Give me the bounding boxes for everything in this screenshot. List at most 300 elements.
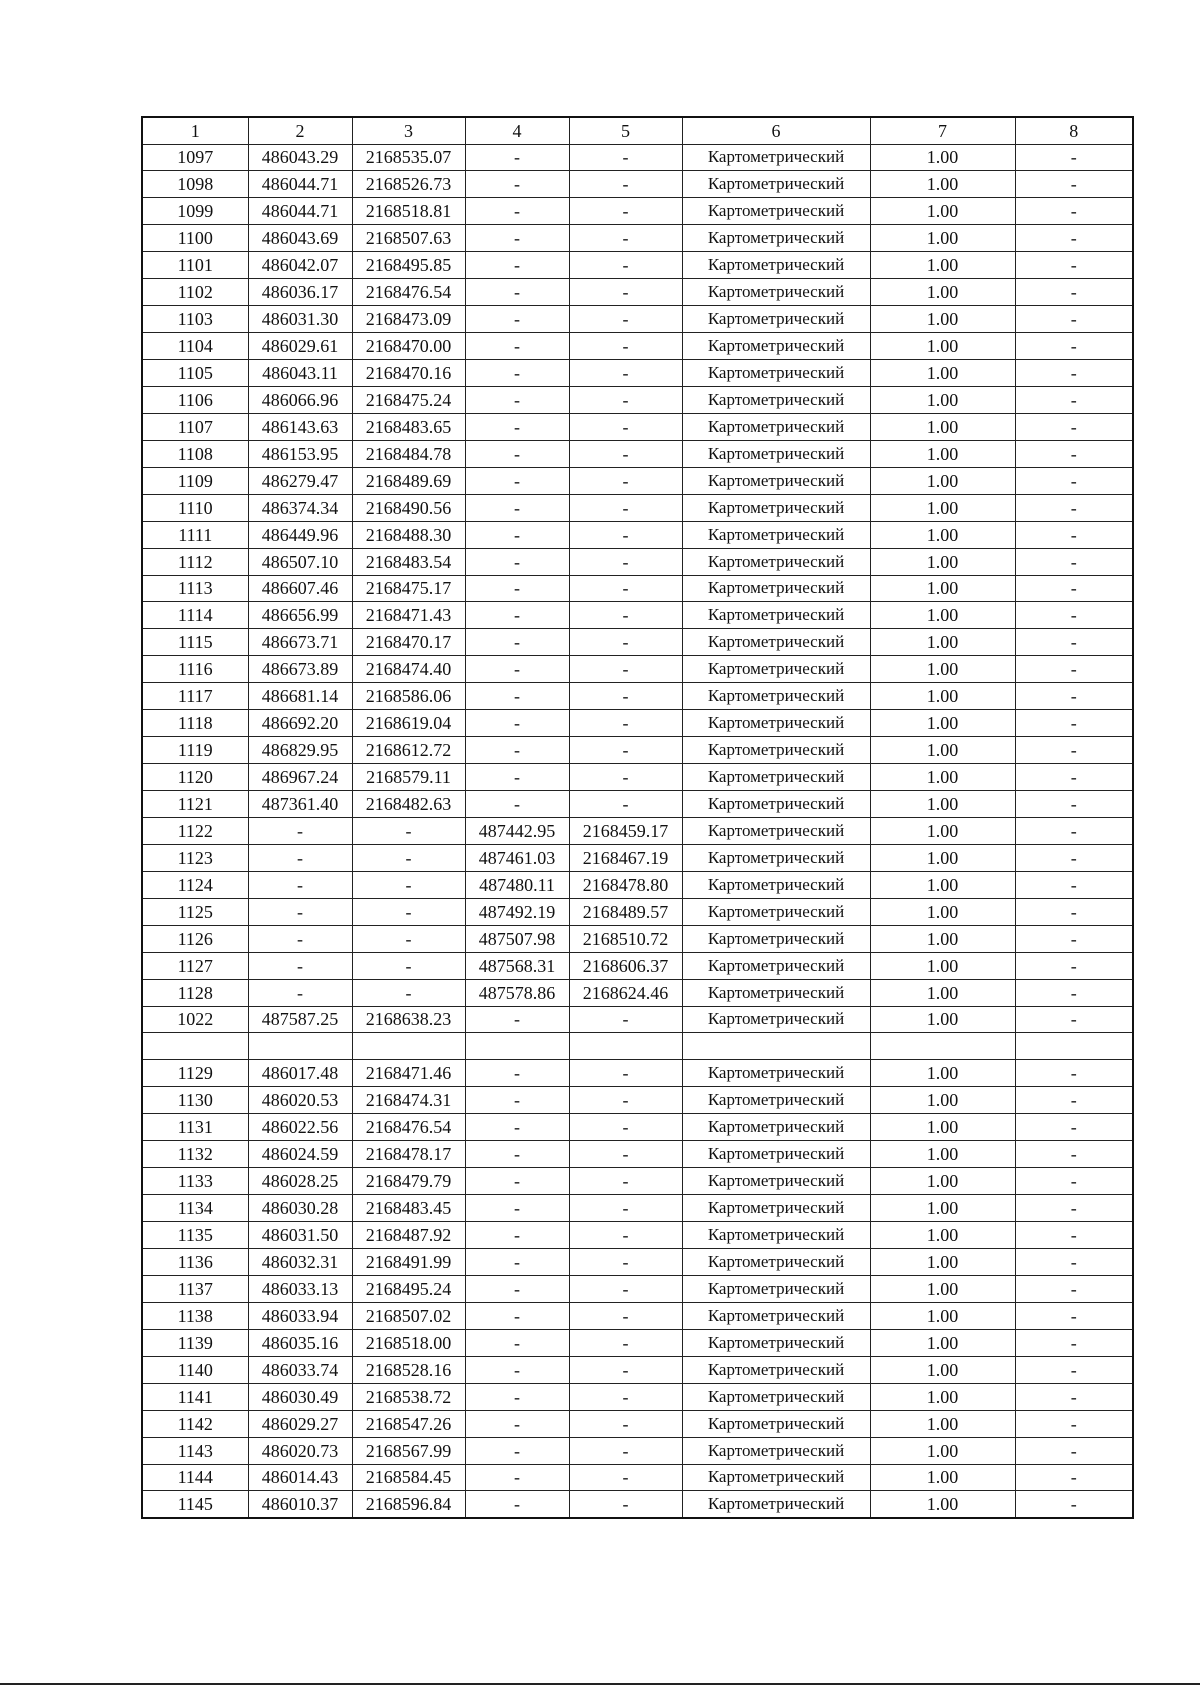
cell-point-number: 1117	[142, 683, 248, 710]
document-sheet	[141, 116, 1132, 1519]
cell-accuracy: 1.00	[870, 1275, 1015, 1302]
cell-accuracy: 1.00	[870, 1168, 1015, 1195]
cell-note: -	[1015, 144, 1133, 171]
cell-method: Картометрический	[682, 1222, 870, 1249]
cell-accuracy: 1.00	[870, 252, 1015, 279]
cell-accuracy: 1.00	[870, 683, 1015, 710]
cell-x-coord-alt: 487461.03	[465, 844, 569, 871]
cell-accuracy: 1.00	[870, 1114, 1015, 1141]
table-row	[142, 144, 1133, 171]
table-row	[142, 521, 1133, 548]
cell-note: -	[1015, 575, 1133, 602]
cell-point-number: 1136	[142, 1249, 248, 1276]
cell-accuracy: 1.00	[870, 467, 1015, 494]
cell-point-number: 1123	[142, 844, 248, 871]
table-row	[142, 1410, 1133, 1437]
cell-x-coord: 486153.95	[248, 440, 352, 467]
cell-y-coord: 2168567.99	[352, 1437, 465, 1464]
cell-x-coord-alt: -	[465, 171, 569, 198]
cell-y-coord: 2168476.54	[352, 279, 465, 306]
table-row	[142, 925, 1133, 952]
cell-x-coord-alt: -	[465, 306, 569, 333]
cell-point-number	[142, 1033, 248, 1060]
cell-accuracy: 1.00	[870, 1302, 1015, 1329]
cell-accuracy: 1.00	[870, 656, 1015, 683]
cell-x-coord: 486673.89	[248, 656, 352, 683]
cell-y-coord-alt: -	[569, 1356, 682, 1383]
cell-accuracy: 1.00	[870, 710, 1015, 737]
table-row	[142, 171, 1133, 198]
cell-y-coord: 2168474.31	[352, 1087, 465, 1114]
cell-note: -	[1015, 629, 1133, 656]
cell-accuracy: 1.00	[870, 1329, 1015, 1356]
cell-y-coord: -	[352, 898, 465, 925]
cell-method: Картометрический	[682, 979, 870, 1006]
cell-y-coord-alt: -	[569, 1275, 682, 1302]
cell-note: -	[1015, 225, 1133, 252]
cell-method: Картометрический	[682, 1195, 870, 1222]
cell-x-coord: 486030.28	[248, 1195, 352, 1222]
cell-y-coord-alt: -	[569, 413, 682, 440]
cell-x-coord: 486031.30	[248, 306, 352, 333]
cell-note: -	[1015, 979, 1133, 1006]
cell-x-coord-alt: -	[465, 252, 569, 279]
cell-point-number: 1099	[142, 198, 248, 225]
cell-accuracy: 1.00	[870, 764, 1015, 791]
cell-y-coord: 2168490.56	[352, 494, 465, 521]
cell-point-number: 1138	[142, 1302, 248, 1329]
cell-y-coord-alt: -	[569, 386, 682, 413]
cell-y-coord-alt: -	[569, 1222, 682, 1249]
cell-point-number: 1110	[142, 494, 248, 521]
cell-note: -	[1015, 1249, 1133, 1276]
table-row	[142, 225, 1133, 252]
header-cell: 4	[465, 117, 569, 144]
cell-y-coord: 2168470.16	[352, 360, 465, 387]
cell-y-coord-alt: -	[569, 1168, 682, 1195]
cell-y-coord: 2168487.92	[352, 1222, 465, 1249]
cell-point-number: 1128	[142, 979, 248, 1006]
cell-x-coord-alt: -	[465, 1491, 569, 1518]
cell-x-coord-alt: 487492.19	[465, 898, 569, 925]
table-row	[142, 494, 1133, 521]
cell-note: -	[1015, 1329, 1133, 1356]
cell-y-coord: 2168638.23	[352, 1006, 465, 1033]
cell-method: Картометрический	[682, 683, 870, 710]
cell-note: -	[1015, 844, 1133, 871]
cell-method: Картометрический	[682, 279, 870, 306]
cell-method: Картометрический	[682, 710, 870, 737]
cell-method: Картометрический	[682, 898, 870, 925]
table-row	[142, 817, 1133, 844]
cell-y-coord: 2168470.17	[352, 629, 465, 656]
cell-y-coord-alt: 2168606.37	[569, 952, 682, 979]
cell-x-coord: 486022.56	[248, 1114, 352, 1141]
header-cell: 1	[142, 117, 248, 144]
header-cell: 3	[352, 117, 465, 144]
cell-point-number: 1143	[142, 1437, 248, 1464]
cell-point-number: 1142	[142, 1410, 248, 1437]
cell-method: Картометрический	[682, 656, 870, 683]
cell-accuracy: 1.00	[870, 1464, 1015, 1491]
cell-point-number: 1100	[142, 225, 248, 252]
header-cell: 8	[1015, 117, 1133, 144]
cell-method: Картометрический	[682, 225, 870, 252]
cell-x-coord-alt: -	[465, 198, 569, 225]
cell-accuracy: 1.00	[870, 1249, 1015, 1276]
cell-accuracy: 1.00	[870, 494, 1015, 521]
cell-note: -	[1015, 791, 1133, 818]
table-row	[142, 1195, 1133, 1222]
table-row	[142, 602, 1133, 629]
cell-y-coord-alt: -	[569, 1302, 682, 1329]
cell-y-coord-alt: 2168459.17	[569, 817, 682, 844]
table-row	[142, 1168, 1133, 1195]
cell-y-coord-alt: -	[569, 467, 682, 494]
table-row	[142, 1275, 1133, 1302]
cell-x-coord: 486020.53	[248, 1087, 352, 1114]
cell-x-coord: 486143.63	[248, 413, 352, 440]
header-cell: 6	[682, 117, 870, 144]
cell-method: Картометрический	[682, 171, 870, 198]
cell-accuracy	[870, 1033, 1015, 1060]
cell-x-coord-alt: -	[465, 602, 569, 629]
cell-accuracy: 1.00	[870, 1195, 1015, 1222]
cell-note: -	[1015, 1060, 1133, 1087]
cell-point-number: 1022	[142, 1006, 248, 1033]
cell-y-coord-alt: -	[569, 440, 682, 467]
cell-accuracy: 1.00	[870, 144, 1015, 171]
cell-y-coord-alt: -	[569, 521, 682, 548]
table-row	[142, 252, 1133, 279]
cell-point-number: 1133	[142, 1168, 248, 1195]
cell-y-coord-alt: -	[569, 575, 682, 602]
cell-y-coord-alt: -	[569, 737, 682, 764]
table-row	[142, 1114, 1133, 1141]
cell-accuracy: 1.00	[870, 737, 1015, 764]
cell-note: -	[1015, 333, 1133, 360]
cell-point-number: 1121	[142, 791, 248, 818]
cell-y-coord-alt: -	[569, 360, 682, 387]
cell-x-coord: 486681.14	[248, 683, 352, 710]
cell-accuracy: 1.00	[870, 1383, 1015, 1410]
cell-point-number: 1118	[142, 710, 248, 737]
cell-y-coord: 2168518.00	[352, 1329, 465, 1356]
cell-accuracy: 1.00	[870, 1222, 1015, 1249]
cell-x-coord: -	[248, 898, 352, 925]
cell-note: -	[1015, 1437, 1133, 1464]
cell-y-coord: 2168528.16	[352, 1356, 465, 1383]
cell-point-number: 1127	[142, 952, 248, 979]
cell-y-coord-alt: -	[569, 1141, 682, 1168]
cell-point-number: 1126	[142, 925, 248, 952]
cell-y-coord: 2168470.00	[352, 333, 465, 360]
cell-x-coord-alt: -	[465, 1410, 569, 1437]
cell-method: Картометрический	[682, 1356, 870, 1383]
table-row	[142, 898, 1133, 925]
cell-accuracy: 1.00	[870, 1356, 1015, 1383]
cell-method: Картометрический	[682, 1329, 870, 1356]
table-row	[142, 1329, 1133, 1356]
cell-point-number: 1130	[142, 1087, 248, 1114]
page-bottom-rule	[0, 1683, 1200, 1685]
cell-x-coord-alt	[465, 1033, 569, 1060]
cell-x-coord: 486607.46	[248, 575, 352, 602]
table-row	[142, 683, 1133, 710]
cell-method: Картометрический	[682, 1491, 870, 1518]
cell-y-coord-alt: -	[569, 710, 682, 737]
cell-y-coord: 2168586.06	[352, 683, 465, 710]
cell-method: Картометрический	[682, 1249, 870, 1276]
cell-accuracy: 1.00	[870, 1087, 1015, 1114]
cell-x-coord: -	[248, 979, 352, 1006]
cell-accuracy: 1.00	[870, 817, 1015, 844]
cell-y-coord-alt: 2168510.72	[569, 925, 682, 952]
cell-method: Картометрический	[682, 360, 870, 387]
cell-x-coord-alt: -	[465, 1141, 569, 1168]
cell-x-coord-alt: -	[465, 1275, 569, 1302]
cell-point-number: 1140	[142, 1356, 248, 1383]
cell-x-coord: -	[248, 952, 352, 979]
cell-y-coord-alt: -	[569, 1060, 682, 1087]
cell-y-coord-alt: -	[569, 1329, 682, 1356]
cell-x-coord-alt: -	[465, 1006, 569, 1033]
cell-method: Картометрический	[682, 413, 870, 440]
cell-x-coord-alt: -	[465, 1060, 569, 1087]
cell-y-coord: 2168478.17	[352, 1141, 465, 1168]
cell-y-coord-alt: -	[569, 602, 682, 629]
cell-method: Картометрический	[682, 1087, 870, 1114]
cell-x-coord-alt: 487480.11	[465, 871, 569, 898]
cell-y-coord: 2168471.46	[352, 1060, 465, 1087]
cell-x-coord-alt: -	[465, 764, 569, 791]
cell-point-number: 1115	[142, 629, 248, 656]
cell-x-coord-alt: 487578.86	[465, 979, 569, 1006]
cell-x-coord: 486020.73	[248, 1437, 352, 1464]
table-row	[142, 979, 1133, 1006]
cell-x-coord-alt: -	[465, 1356, 569, 1383]
cell-note: -	[1015, 1302, 1133, 1329]
cell-method: Картометрический	[682, 333, 870, 360]
cell-y-coord: 2168488.30	[352, 521, 465, 548]
cell-x-coord-alt: 487507.98	[465, 925, 569, 952]
cell-x-coord: 486017.48	[248, 1060, 352, 1087]
cell-point-number: 1111	[142, 521, 248, 548]
cell-note: -	[1015, 602, 1133, 629]
cell-y-coord-alt: -	[569, 629, 682, 656]
table-row	[142, 710, 1133, 737]
cell-note: -	[1015, 925, 1133, 952]
cell-y-coord-alt: -	[569, 333, 682, 360]
cell-note: -	[1015, 710, 1133, 737]
cell-y-coord-alt: 2168467.19	[569, 844, 682, 871]
cell-x-coord-alt: -	[465, 413, 569, 440]
cell-x-coord-alt: -	[465, 629, 569, 656]
cell-note	[1015, 1033, 1133, 1060]
cell-y-coord: -	[352, 952, 465, 979]
cell-y-coord: 2168475.17	[352, 575, 465, 602]
cell-note: -	[1015, 279, 1133, 306]
cell-y-coord: 2168473.09	[352, 306, 465, 333]
cell-y-coord-alt: -	[569, 252, 682, 279]
cell-accuracy: 1.00	[870, 925, 1015, 952]
cell-note: -	[1015, 360, 1133, 387]
cell-y-coord: -	[352, 844, 465, 871]
cell-point-number: 1129	[142, 1060, 248, 1087]
cell-x-coord-alt: -	[465, 1168, 569, 1195]
cell-y-coord-alt: 2168478.80	[569, 871, 682, 898]
cell-method: Картометрический	[682, 817, 870, 844]
cell-note: -	[1015, 1195, 1133, 1222]
cell-note: -	[1015, 817, 1133, 844]
table-row	[142, 1437, 1133, 1464]
table-row	[142, 467, 1133, 494]
cell-note: -	[1015, 683, 1133, 710]
cell-y-coord: -	[352, 871, 465, 898]
cell-method: Картометрический	[682, 844, 870, 871]
table-row	[142, 306, 1133, 333]
cell-accuracy: 1.00	[870, 871, 1015, 898]
cell-point-number: 1106	[142, 386, 248, 413]
cell-y-coord: 2168483.45	[352, 1195, 465, 1222]
cell-y-coord	[352, 1033, 465, 1060]
cell-note: -	[1015, 656, 1133, 683]
cell-accuracy: 1.00	[870, 602, 1015, 629]
cell-x-coord-alt: -	[465, 683, 569, 710]
cell-x-coord: 486024.59	[248, 1141, 352, 1168]
cell-method: Картометрический	[682, 1383, 870, 1410]
cell-accuracy: 1.00	[870, 225, 1015, 252]
cell-y-coord: 2168482.63	[352, 791, 465, 818]
cell-y-coord-alt: -	[569, 279, 682, 306]
cell-y-coord-alt: -	[569, 1195, 682, 1222]
cell-y-coord: 2168507.02	[352, 1302, 465, 1329]
cell-accuracy: 1.00	[870, 440, 1015, 467]
cell-method: Картометрический	[682, 952, 870, 979]
cell-x-coord-alt: -	[465, 333, 569, 360]
cell-x-coord: 486043.11	[248, 360, 352, 387]
cell-note: -	[1015, 737, 1133, 764]
cell-x-coord: 486044.71	[248, 171, 352, 198]
cell-accuracy: 1.00	[870, 548, 1015, 575]
cell-x-coord: 486066.96	[248, 386, 352, 413]
cell-x-coord-alt: -	[465, 360, 569, 387]
cell-y-coord-alt: -	[569, 1464, 682, 1491]
cell-point-number: 1119	[142, 737, 248, 764]
cell-point-number: 1125	[142, 898, 248, 925]
table-row	[142, 791, 1133, 818]
cell-point-number: 1104	[142, 333, 248, 360]
table-row	[142, 737, 1133, 764]
cell-note: -	[1015, 386, 1133, 413]
cell-x-coord	[248, 1033, 352, 1060]
cell-y-coord: 2168471.43	[352, 602, 465, 629]
cell-x-coord-alt: 487568.31	[465, 952, 569, 979]
header-cell: 5	[569, 117, 682, 144]
cell-method: Картометрический	[682, 871, 870, 898]
cell-x-coord: 486029.61	[248, 333, 352, 360]
cell-y-coord: 2168491.99	[352, 1249, 465, 1276]
cell-y-coord: 2168507.63	[352, 225, 465, 252]
table-body	[142, 117, 1133, 1518]
cell-x-coord: 486033.13	[248, 1275, 352, 1302]
cell-x-coord: 486042.07	[248, 252, 352, 279]
cell-y-coord-alt: -	[569, 1410, 682, 1437]
cell-x-coord: 486507.10	[248, 548, 352, 575]
cell-accuracy: 1.00	[870, 171, 1015, 198]
cell-accuracy: 1.00	[870, 1141, 1015, 1168]
cell-point-number: 1105	[142, 360, 248, 387]
cell-y-coord: 2168584.45	[352, 1464, 465, 1491]
cell-x-coord: -	[248, 871, 352, 898]
table-row	[142, 871, 1133, 898]
table-row	[142, 575, 1133, 602]
cell-x-coord: 486044.71	[248, 198, 352, 225]
cell-note: -	[1015, 1087, 1133, 1114]
cell-point-number: 1107	[142, 413, 248, 440]
cell-y-coord: 2168489.69	[352, 467, 465, 494]
cell-y-coord-alt: -	[569, 494, 682, 521]
table-row	[142, 952, 1133, 979]
cell-x-coord-alt: -	[465, 1464, 569, 1491]
cell-y-coord: 2168479.79	[352, 1168, 465, 1195]
cell-y-coord: 2168495.85	[352, 252, 465, 279]
cell-y-coord-alt: -	[569, 225, 682, 252]
cell-accuracy: 1.00	[870, 898, 1015, 925]
cell-y-coord: 2168526.73	[352, 171, 465, 198]
cell-method: Картометрический	[682, 629, 870, 656]
cell-point-number: 1132	[142, 1141, 248, 1168]
cell-x-coord: 486033.94	[248, 1302, 352, 1329]
cell-x-coord: 486030.49	[248, 1383, 352, 1410]
cell-x-coord-alt: -	[465, 144, 569, 171]
cell-note: -	[1015, 1141, 1133, 1168]
cell-note: -	[1015, 1410, 1133, 1437]
cell-x-coord-alt: -	[465, 656, 569, 683]
table-row	[142, 629, 1133, 656]
cell-y-coord-alt: -	[569, 1114, 682, 1141]
cell-method: Картометрический	[682, 467, 870, 494]
header-cell: 2	[248, 117, 352, 144]
table-row	[142, 1383, 1133, 1410]
cell-x-coord: -	[248, 844, 352, 871]
table-row	[142, 440, 1133, 467]
cell-point-number: 1139	[142, 1329, 248, 1356]
cell-x-coord: 487587.25	[248, 1006, 352, 1033]
cell-note: -	[1015, 1464, 1133, 1491]
cell-note: -	[1015, 494, 1133, 521]
table-row	[142, 1222, 1133, 1249]
table-row	[142, 1033, 1133, 1060]
cell-x-coord: 486014.43	[248, 1464, 352, 1491]
cell-x-coord: 486036.17	[248, 279, 352, 306]
cell-point-number: 1122	[142, 817, 248, 844]
cell-point-number: 1098	[142, 171, 248, 198]
cell-x-coord: 486673.71	[248, 629, 352, 656]
cell-point-number: 1116	[142, 656, 248, 683]
cell-y-coord-alt: -	[569, 1087, 682, 1114]
cell-method: Картометрический	[682, 1464, 870, 1491]
cell-note: -	[1015, 764, 1133, 791]
cell-y-coord: 2168596.84	[352, 1491, 465, 1518]
cell-y-coord-alt: -	[569, 144, 682, 171]
cell-accuracy: 1.00	[870, 279, 1015, 306]
cell-y-coord: 2168476.54	[352, 1114, 465, 1141]
cell-note: -	[1015, 1006, 1133, 1033]
cell-point-number: 1134	[142, 1195, 248, 1222]
cell-method: Картометрический	[682, 521, 870, 548]
cell-accuracy: 1.00	[870, 198, 1015, 225]
